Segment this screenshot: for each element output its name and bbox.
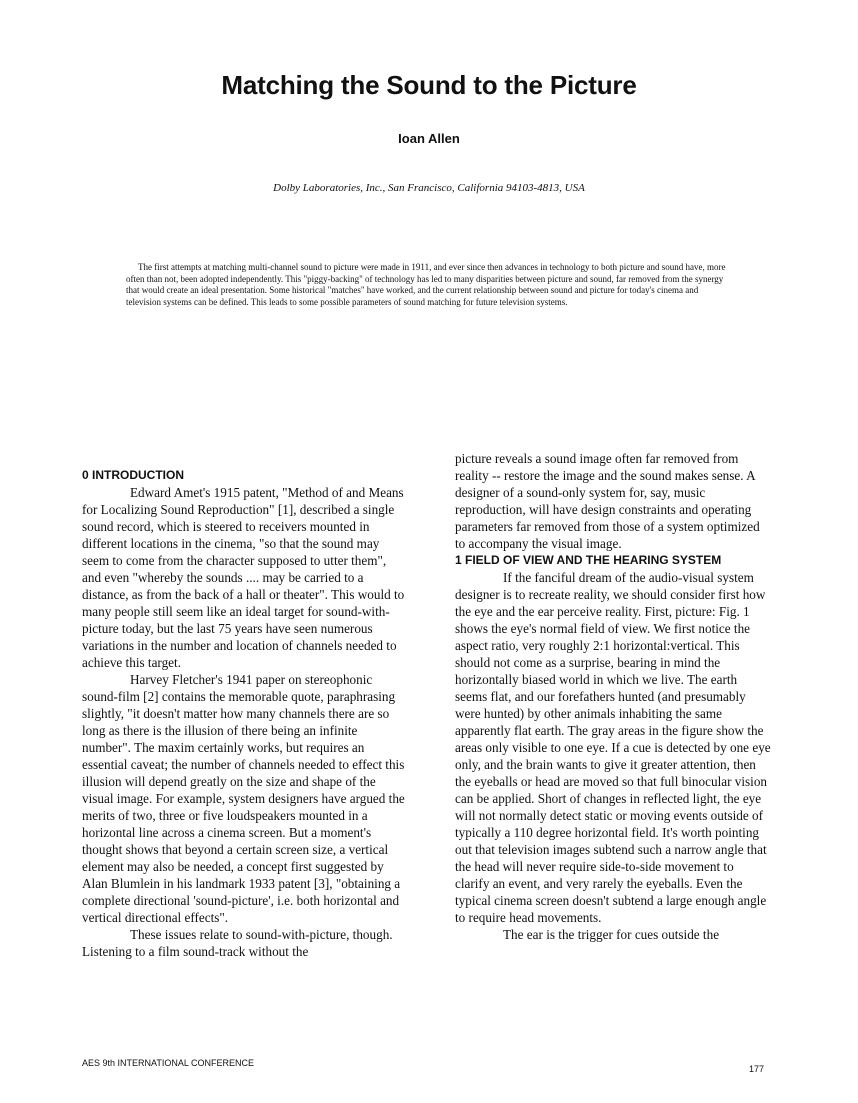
section-heading-field-of-view: 1 FIELD OF VIEW AND THE HEARING SYSTEM: [455, 553, 722, 567]
abstract: [126, 262, 730, 308]
author-name: Ioan Allen: [398, 131, 460, 146]
left-column: [82, 467, 408, 960]
paper-title: Matching the Sound to the Picture: [221, 70, 637, 100]
right-column: [455, 450, 771, 943]
abstract-text: The first attempts at matching multi-channel sound to picture were made in 1911, and ever since then advances in technology to both picture and sound have, more often than not, been adopted independently. This "piggy-backing" of technology has led to many disparities between picture and sound, far removed from the synergy that would create an ideal presentation. Some historical "matches" have worked, and the current relationship between sound and picture for today's cinema and television systems can be defined. This leads to some possible parameters of sound matching for future television systems.: [126, 262, 726, 307]
paragraph: The ear is the trigger for cues outside the: [503, 927, 720, 942]
paragraph: These issues relate to sound-with-picture, though. Listening to a film sound-track without the: [82, 927, 393, 959]
paragraph-continuation: picture reveals a sound image often far removed from reality -- restore the image and the sound makes sense. A designer of a sound-only system for, say, music reproduction, will have design constraints and operating parameters far removed from those of a system optimized to accompany the visual image.: [455, 451, 760, 551]
footer-conference: AES 9th INTERNATIONAL CONFERENCE: [82, 1058, 255, 1068]
author-affiliation: Dolby Laboratories, Inc., San Francisco, California 94103-4813, USA: [273, 182, 585, 194]
paragraph: Harvey Fletcher's 1941 paper on stereophonic sound-film [2] contains the memorable quote, paraphrasing slightly, "it doesn't matter how many channels there are so long as there is the illusion of there being an infinite number". The maxim certainly works, but requires an essential caveat; the number of channels needed to effect this illusion will depend greatly on the size and shape of the visual image. For example, system designers have argued the merits of two, three or five loudspeakers mounted in a horizontal line across a cinema screen. But a moment's thought shows that beyond a certain screen size, a vertical element may also be needed, a concept first suggested by Alan Blumlein in his landmark 1933 patent [3], "obtaining a complete directional 'sound-picture', i.e. both horizontal and vertical directional effects".: [82, 672, 405, 925]
paragraph: If the fanciful dream of the audio-visual system designer is to recreate reality, we should consider first how the eye and the ear perceive reality. First, picture: Fig. 1 shows the eye's normal field of view. We first notice the aspect ratio, very roughly 2:1 horizontal:vertical. This should not come as a surprise, bearing in mind the horizontally biased world in which we live. The earth seems flat, and our forefathers hunted (and presumably were hunted) by other animals inhabiting the same apparently flat earth. The gray areas in the figure show the areas only visible to one eye. If a cue is detected by one eye only, and the brain wants to give it greater attention, then the eyeballs or head are moved so that full binocular vision can be applied. Short of changes in reflected light, the eye will not normally detect static or moving events outside of typically a 110 degree horizontal field. It's worth pointing out that television images subtend such a narrow angle that the head will never require side-to-side movement to clarify an event, and very rarely the eyeballs. Even the typical cinema screen doesn't subtend a large enough angle to require head movements.: [455, 570, 771, 925]
section-heading-introduction: 0 INTRODUCTION: [82, 468, 184, 482]
page-number: 177: [749, 1064, 765, 1074]
paragraph: Edward Amet's 1915 patent, "Method of and Means for Localizing Sound Reproduction" [1], described a single sound record, which is steered to receivers mounted in different locations in the cinema, "so that the sound may seem to come from the character supposed to utter them", and even "whereby the sounds .... may be carried to a distance, as from the back of a hall or theater". This would to many people still seem like an ideal target for sound-with-picture today, but the last 75 years have seen numerous variations in the number and location of channels needed to achieve this target.: [82, 485, 405, 670]
